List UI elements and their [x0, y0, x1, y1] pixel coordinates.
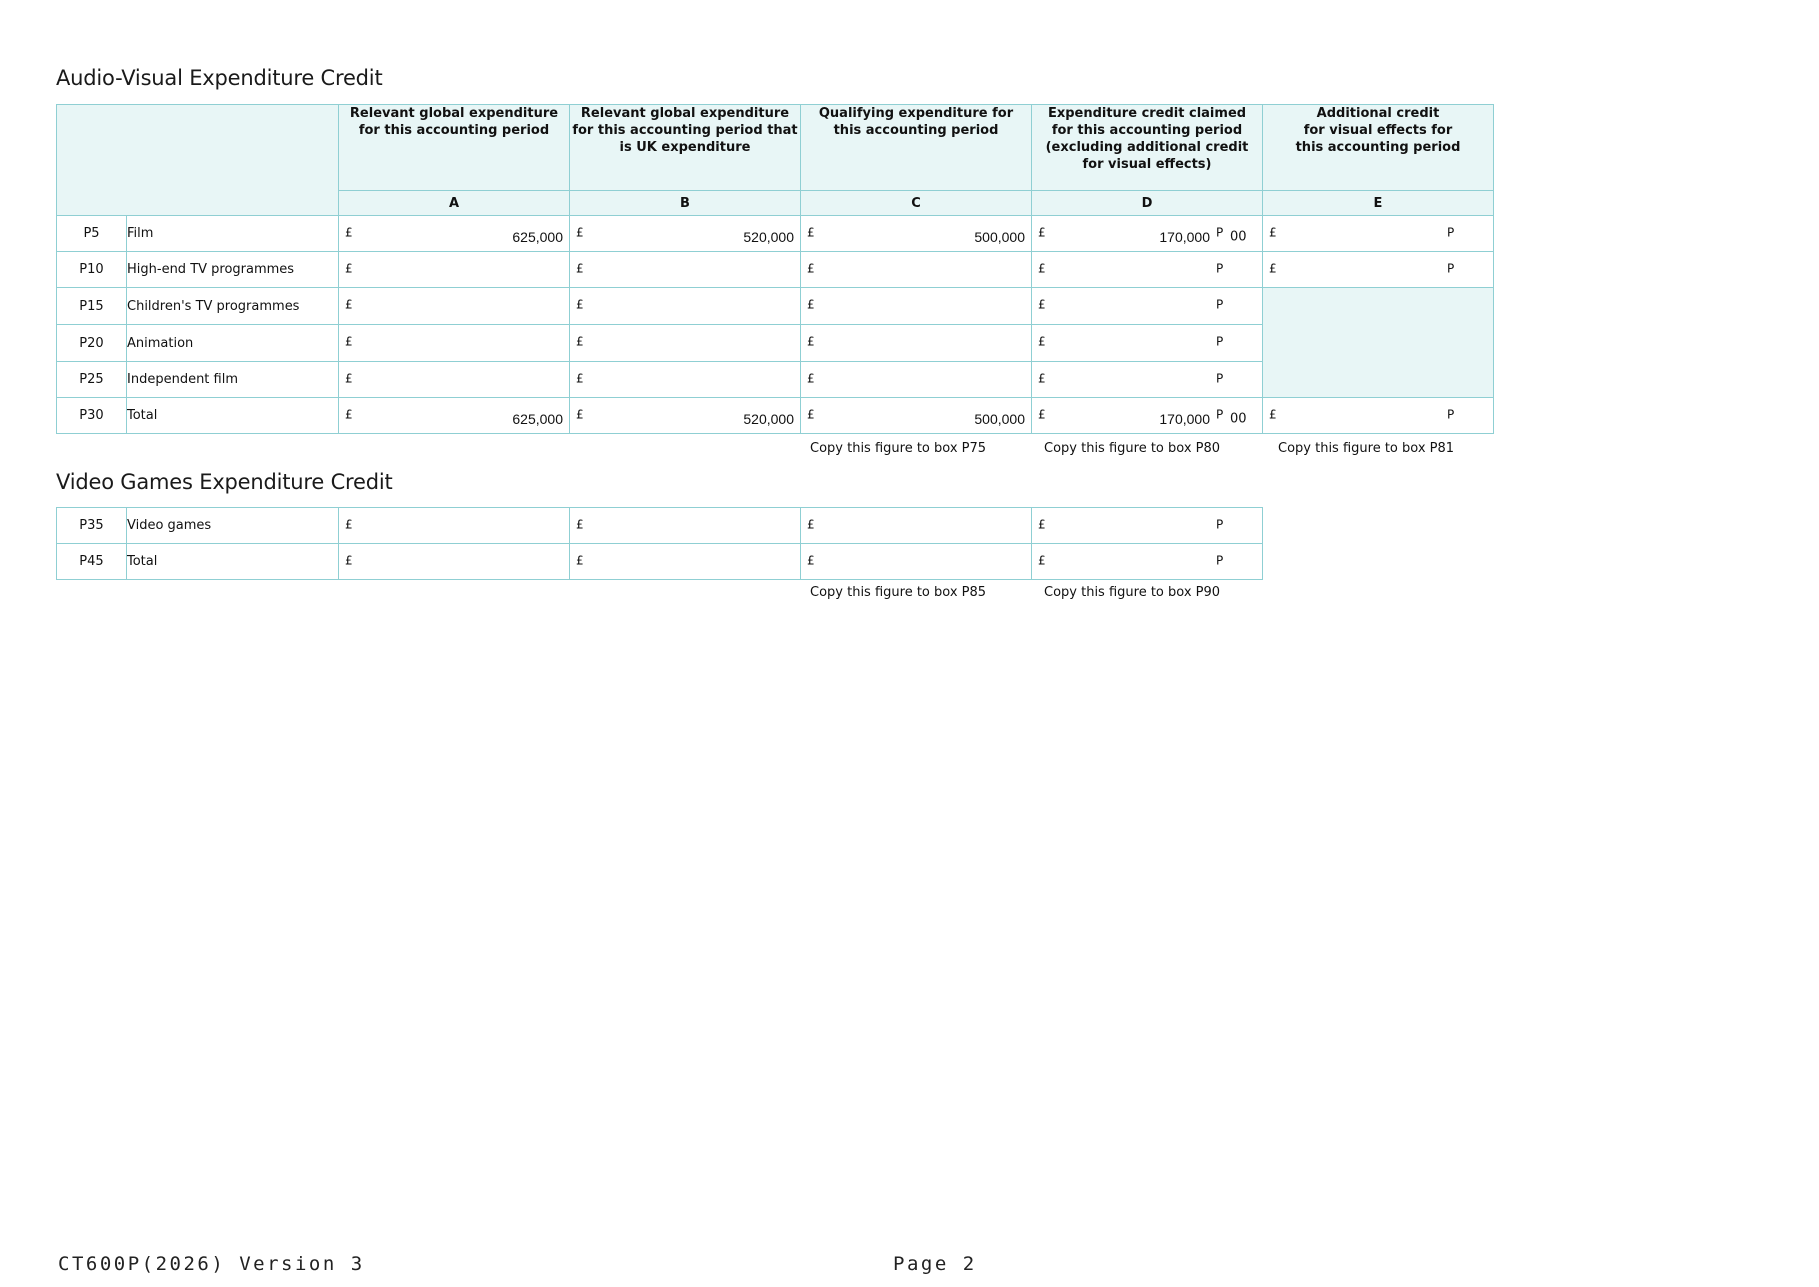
field-value: 170,000	[1159, 410, 1210, 427]
table-row	[57, 288, 1494, 325]
field-value: 500,000	[974, 228, 1025, 245]
page-number: Page 2	[893, 1253, 977, 1275]
p25-col-c-field[interactable]: £	[801, 362, 1032, 398]
p30-col-e-field[interactable]: £ P	[1263, 398, 1494, 434]
p30-col-d-field[interactable]: £ 170,000 P 00	[1032, 398, 1263, 434]
table-row	[57, 544, 1263, 580]
note-copy-p85: Copy this figure to box P85	[810, 585, 987, 600]
row-code: P20	[57, 325, 127, 362]
header-col-e: Additional credit for visual effects for this accounting period	[1263, 105, 1494, 191]
table-row	[57, 216, 1494, 252]
p30-col-c-field[interactable]: £ 500,000	[801, 398, 1032, 434]
field-value: 520,000	[743, 228, 794, 245]
p10-col-c-field[interactable]: £	[801, 252, 1032, 288]
p20-col-b-field[interactable]: £	[570, 325, 801, 362]
table-row	[57, 252, 1494, 288]
p5-col-e-field[interactable]: £ P	[1263, 216, 1494, 252]
row-code: P10	[57, 252, 127, 288]
note-copy-p75: Copy this figure to box P75	[810, 441, 987, 456]
p15-col-a-field[interactable]: £	[339, 288, 570, 325]
row-code: P25	[57, 362, 127, 398]
note-copy-p81: Copy this figure to box P81	[1278, 441, 1455, 456]
col-letter-b: B	[570, 191, 801, 216]
p35-col-c-field[interactable]: £	[801, 508, 1032, 544]
p10-col-b-field[interactable]: £	[570, 252, 801, 288]
p10-col-e-field[interactable]: £ P	[1263, 252, 1494, 288]
col-letter-e: E	[1263, 191, 1494, 216]
vg-expenditure-table	[56, 507, 1263, 580]
p20-col-d-field[interactable]: £ P	[1032, 325, 1263, 362]
header-col-a: Relevant global expenditure for this accounting period	[339, 105, 570, 191]
row-label: Total	[127, 398, 339, 434]
p45-col-d-field[interactable]: £ P	[1032, 544, 1263, 580]
p10-col-d-field[interactable]: £ P	[1032, 252, 1263, 288]
field-value: 170,000	[1159, 228, 1210, 245]
table-row	[57, 508, 1263, 544]
p10-col-a-field[interactable]: £	[339, 252, 570, 288]
p45-col-b-field[interactable]: £	[570, 544, 801, 580]
row-label: High-end TV programmes	[127, 252, 339, 288]
row-code: P35	[57, 508, 127, 544]
p20-col-a-field[interactable]: £	[339, 325, 570, 362]
pence-value: 00	[1230, 411, 1247, 426]
row-code: P5	[57, 216, 127, 252]
note-copy-p80: Copy this figure to box P80	[1044, 441, 1221, 456]
row-label: Independent film	[127, 362, 339, 398]
p30-col-b-field[interactable]: £ 520,000	[570, 398, 801, 434]
vg-section-title: Video Games Expenditure Credit	[56, 470, 393, 494]
p25-col-d-field[interactable]: £ P	[1032, 362, 1263, 398]
p45-col-a-field[interactable]: £	[339, 544, 570, 580]
row-label: Film	[127, 216, 339, 252]
p5-col-a-field[interactable]: £ 625,000	[339, 216, 570, 252]
row-code: P30	[57, 398, 127, 434]
header-col-d: Expenditure credit claimed for this accounting period (excluding additional credit for visual effects)	[1032, 105, 1263, 191]
header-blank-cell	[57, 105, 339, 216]
col-letter-c: C	[801, 191, 1032, 216]
p35-col-d-field[interactable]: £ P	[1032, 508, 1263, 544]
row-label: Children's TV programmes	[127, 288, 339, 325]
field-value: 625,000	[512, 410, 563, 427]
row-code: P15	[57, 288, 127, 325]
p25-col-a-field[interactable]: £	[339, 362, 570, 398]
av-expenditure-table	[56, 104, 1494, 434]
col-letter-d: D	[1032, 191, 1263, 216]
p45-col-c-field[interactable]: £	[801, 544, 1032, 580]
p35-col-b-field[interactable]: £	[570, 508, 801, 544]
header-col-b: Relevant global expenditure for this accounting period that is UK expenditure	[570, 105, 801, 191]
field-value: 500,000	[974, 410, 1025, 427]
p25-col-b-field[interactable]: £	[570, 362, 801, 398]
col-e-unavailable-cell	[1263, 288, 1494, 398]
p5-col-d-field[interactable]: £ 170,000 P 00	[1032, 216, 1263, 252]
field-value: 625,000	[512, 228, 563, 245]
table-row	[57, 398, 1494, 434]
field-value: 520,000	[743, 410, 794, 427]
col-letter-a: A	[339, 191, 570, 216]
av-section-title: Audio-Visual Expenditure Credit	[56, 66, 383, 90]
p5-col-c-field[interactable]: £ 500,000	[801, 216, 1032, 252]
row-label: Video games	[127, 508, 339, 544]
p30-col-a-field[interactable]: £ 625,000	[339, 398, 570, 434]
note-copy-p90: Copy this figure to box P90	[1044, 585, 1221, 600]
p15-col-c-field[interactable]: £	[801, 288, 1032, 325]
row-label: Animation	[127, 325, 339, 362]
p15-col-d-field[interactable]: £ P	[1032, 288, 1263, 325]
p20-col-c-field[interactable]: £	[801, 325, 1032, 362]
row-code: P45	[57, 544, 127, 580]
pence-value: 00	[1230, 229, 1247, 244]
row-label: Total	[127, 544, 339, 580]
header-col-c: Qualifying expenditure for this accounting period	[801, 105, 1032, 191]
p5-col-b-field[interactable]: £ 520,000	[570, 216, 801, 252]
p15-col-b-field[interactable]: £	[570, 288, 801, 325]
p35-col-a-field[interactable]: £	[339, 508, 570, 544]
form-version: CT600P(2026) Version 3	[58, 1253, 365, 1275]
